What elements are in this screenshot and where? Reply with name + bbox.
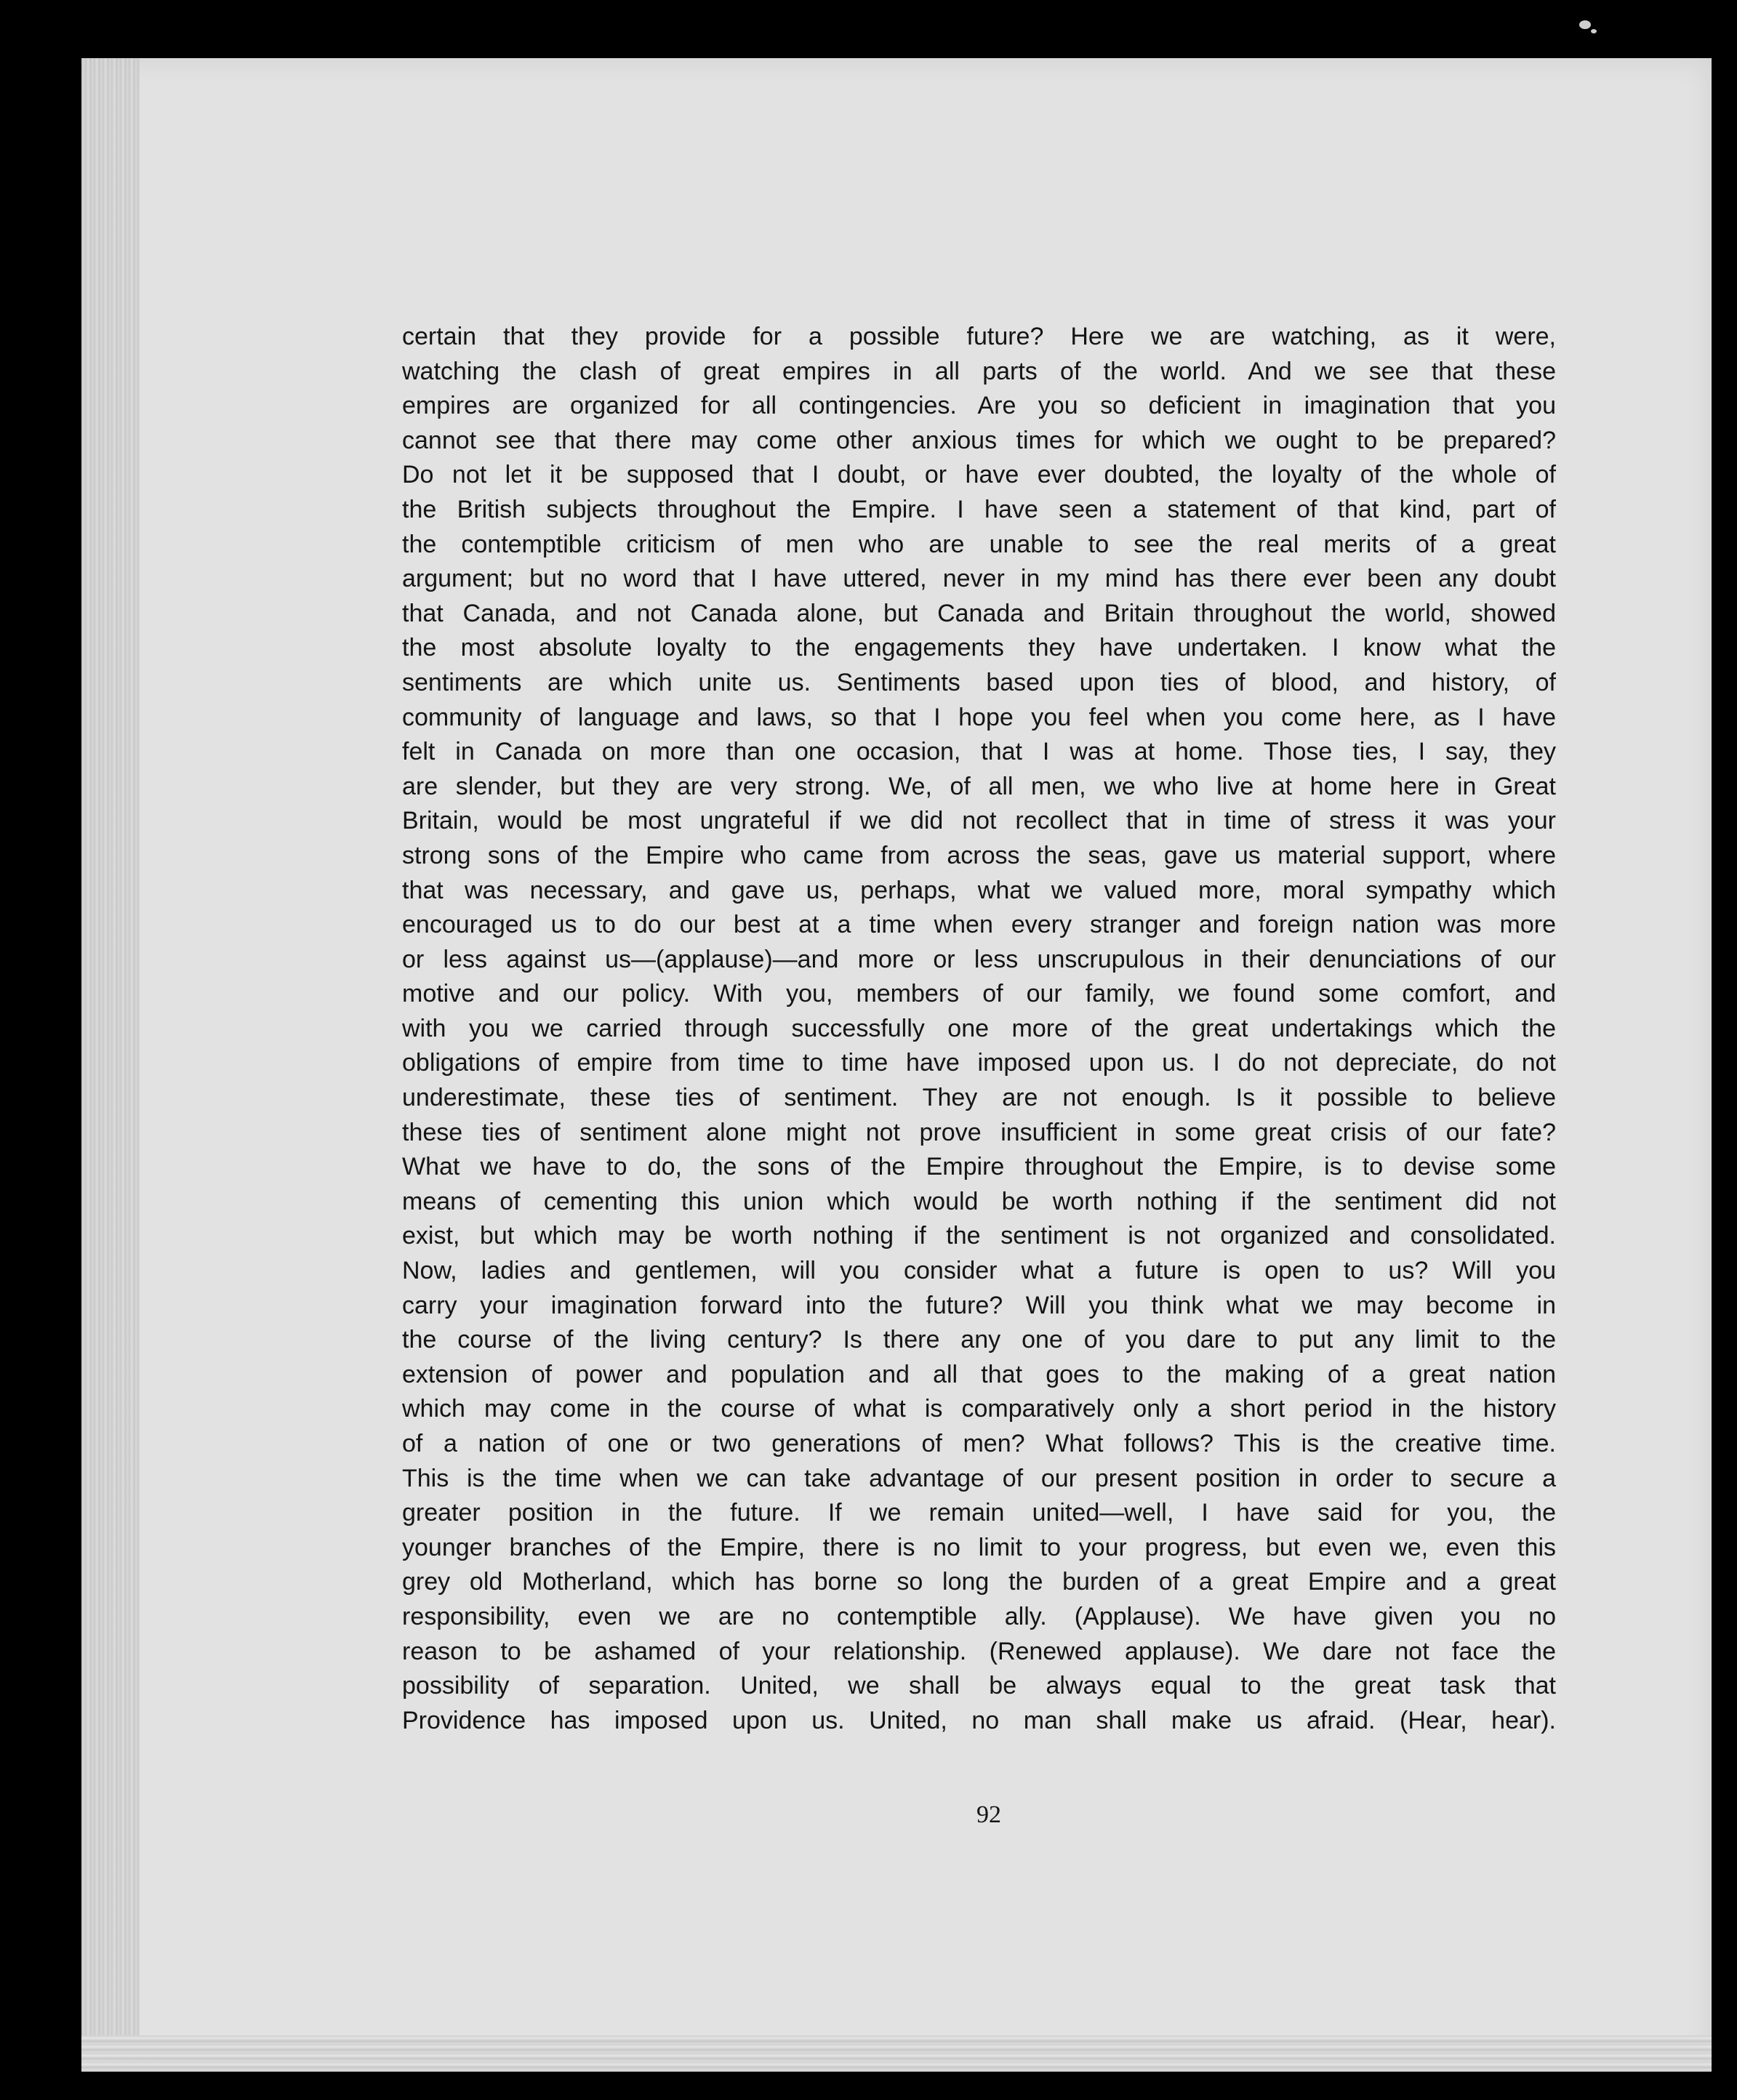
text-line: underestimate, these ties of sentiment. They are not enough. Is it possible to believe [402,1084,1556,1112]
text-line: greater position in the future. If we remain united—well, I have said for you, the [402,1499,1556,1527]
text-line: carry your imagination forward into the future? Will you think what we may become in [402,1291,1556,1319]
text-line: younger branches of the Empire, there is no limit to your progress, but even we, even this [402,1533,1556,1561]
text-line: of a nation of one or two generations of men? What follows? This is the creative time. [402,1430,1556,1457]
text-line: that Canada, and not Canada alone, but Canada and Britain throughout the world, showed [402,599,1556,627]
body-text [402,320,1556,1738]
page-bottom-edge [81,2035,1712,2072]
text-line: grey old Motherland, which has borne so long the burden of a great Empire and a great [402,1568,1556,1596]
text-line: argument; but no word that I have uttered, never in my mind has there ever been any doubt [402,565,1556,593]
text-line: Do not let it be supposed that I doubt, or have ever doubted, the loyalty of the whole of [402,461,1556,489]
text-line: certain that they provide for a possible future? Here we are watching, as it were, [402,323,1556,350]
text-line: empires are organized for all contingencies. Are you so deficient in imagination that you [402,392,1556,420]
text-line: cannot see that there may come other anxious times for which we ought to be prepared? [402,426,1556,454]
text-line: extension of power and population and all that goes to the making of a great nation [402,1360,1556,1388]
text-line: Britain, would be most ungrateful if we did not recollect that in time of stress it was your [402,807,1556,835]
text-line: Providence has imposed upon us. United, no man shall make us afraid. (Hear, hear). [402,1706,1556,1734]
text-line: encouraged us to do our best at a time when every stranger and foreign nation was more [402,911,1556,939]
text-line: obligations of empire from time to time have imposed upon us. I do not depreciate, do not [402,1049,1556,1077]
scan-speck [1591,29,1597,33]
text-line: the British subjects throughout the Empire. I have seen a statement of that kind, part of [402,495,1556,523]
text-line: the course of the living century? Is there any one of you dare to put any limit to the [402,1326,1556,1354]
text-line: which may come in the course of what is comparatively only a short period in the history [402,1395,1556,1423]
text-line: What we have to do, the sons of the Empire throughout the Empire, is to devise some [402,1153,1556,1181]
text-line: or less against us—(applause)—and more or less unscrupulous in their denunciations of our [402,945,1556,973]
text-line: exist, but which may be worth nothing if the sentiment is not organized and consolidated. [402,1222,1556,1250]
text-line: strong sons of the Empire who came from across the seas, gave us material support, where [402,841,1556,869]
text-line: with you we carried through successfully one more of the great undertakings which the [402,1014,1556,1042]
page-binding-edge [81,58,140,2072]
text-line: responsibility, even we are no contemptible ally. (Applause). We have given you no [402,1602,1556,1630]
text-line: motive and our policy. With you, members of our family, we found some comfort, and [402,980,1556,1008]
scan-speck [1579,20,1591,29]
text-line: that was necessary, and gave us, perhaps, what we valued more, moral sympathy which [402,876,1556,904]
text-line: reason to be ashamed of your relationship. (Renewed applause). We dare not face the [402,1637,1556,1665]
text-line: possibility of separation. United, we shall be always equal to the great task that [402,1672,1556,1700]
text-line: are slender, but they are very strong. We, of all men, we who live at home here in Great [402,772,1556,800]
text-line: the most absolute loyalty to the engagements they have undertaken. I know what the [402,634,1556,662]
text-line: means of cementing this union which would be worth nothing if the sentiment did not [402,1187,1556,1215]
text-line: these ties of sentiment alone might not prove insufficient in some great crisis of our fate? [402,1118,1556,1146]
text-line: Now, ladies and gentlemen, will you consider what a future is open to us? Will you [402,1257,1556,1285]
text-line: This is the time when we can take advantage of our present position in order to secure a [402,1464,1556,1492]
text-line: watching the clash of great empires in all parts of the world. And we see that these [402,357,1556,385]
text-line: community of language and laws, so that I hope you feel when you come here, as I have [402,703,1556,731]
text-line: sentiments are which unite us. Sentiments based upon ties of blood, and history, of [402,668,1556,696]
text-line: felt in Canada on more than one occasion, that I was at home. Those ties, I say, they [402,738,1556,766]
page-number: 92 [976,1801,1001,1828]
text-line: the contemptible criticism of men who are unable to see the real merits of a great [402,530,1556,558]
